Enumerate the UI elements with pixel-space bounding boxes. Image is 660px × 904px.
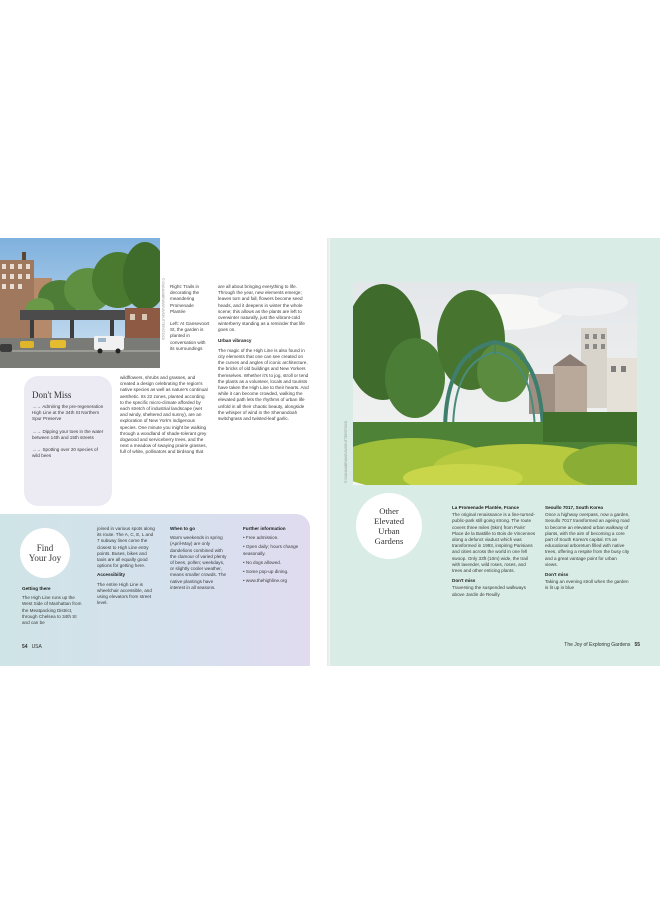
getting-there-section: Getting there The High Line runs up the West Side of Manhattan from the Meatpacking District, through Chelsea to 34th St and can be	[22, 586, 82, 626]
photo-caption	[170, 284, 210, 358]
promenade-plantee-entry: La Promenade Plantée, France The original renaissance is a line-turned-public-park still going strong. The route covers three miles (5km) from Paris' Place de la Bastille to Bois de Vincennes along a defunct viaduct which was transformed in 1993, inspiring Parisians and cities across the world in one fell swoop. Only 33ft (10m) wide, the trail with lavender, wild roses, roses, and trees and other enticing plants. Don't miss Traversing the suspended walkways above Jardin de Reuilly	[452, 505, 536, 597]
find-your-joy-panel	[0, 514, 310, 666]
list-item: →→ Admiring the pre-regeneration High Line at the 34th St Northern Spur Preserve	[32, 404, 104, 422]
list-item: • Some pop-up dining.	[243, 569, 289, 575]
list-item: • Free admission.	[243, 535, 279, 541]
high-line-photo	[0, 238, 160, 368]
seoullo-entry: Seoullo 7017, South Korea Once a highway overpass, now a garden, Seoullo 7017 transformed an ageing road to become an elevated urban walkway of plants, with the aim of becoming a core part of South Korea's capital. It's an educational arboretum filled with native trees, offering a respite from the busy city and a great vantage point for urban views. Don't miss Taking an evening stroll when the garden is lit up in blue	[545, 505, 630, 591]
right-page	[330, 238, 660, 666]
body-column-2: are all about bringing everything to life. Through the year, new elements emerge; leaves turn and fall, flowers become seed heads, and it deepens in winter the whole scene; this allows as the plants are left to overwinter naturally, just the vibrant-cold winterberry standing as a reminder that life goes on. Urban vibrancy The magic of the High Line is also found in city elements that one can see created on the curves and angles of iconic architecture, the bricks of old buildings and New Yorkers themselves. Whether it's to jog, stroll or tend the plants as a volunteer, locals and tourists have taken the High Line to their hearts. And while it can become crowded, walking the elevated path lets the rhythms of urban life unfold in all their chaotic beauty, alongside the whisper of wind in the Shenandoah switchgrass and twisted-leaf garlic.	[218, 284, 309, 422]
entry-heading: Seoullo 7017, South Korea	[545, 505, 603, 510]
arrow-icon: →→	[32, 404, 42, 409]
page-folio-right	[564, 642, 640, 648]
list-item: • No dogs allowed.	[243, 559, 282, 565]
find-your-joy-badge: Find Your Joy	[20, 528, 70, 578]
section-heading: Urban vibrancy	[218, 337, 252, 343]
caption-right: Right: Trails in decorating the meandering Promenade Plantée	[170, 284, 200, 314]
page-number: 55	[634, 642, 640, 648]
folio-label: USA	[31, 644, 42, 650]
left-page	[0, 238, 328, 666]
dont-miss-title: Don't Miss	[32, 390, 72, 400]
body-column-1: wildflowers, shrubs and grasses, and created a design celebrating the region's native species as well as nature's continual aesthetic. Its 22 zones, planted according to the specific micro-climate afforded by each stretch of industrial landscape (wet and windy, sheltered and sunny), are an exploration of New York's indigenous species. One minute you might be walking through a woodland of shade-tolerant grey dogwood and serviceberry trees, and the next a meadow of swaying prairie grasses, full of white, pollinators and birdsong that	[120, 375, 208, 455]
accessibility-section: joined in various spots along its route. The A, C, E, L and 7 subway lines come the closest to High Line entry points. Buses, bikes and taxis are all equally good options for getting here. Accessibility The entire High Line is wheelchair accessible, and using elevators from street level.	[97, 526, 155, 606]
dont-miss-box	[24, 376, 112, 506]
folio-label: The Joy of Exploring Gardens	[564, 642, 631, 648]
entry-heading: La Promenade Plantée, France	[452, 505, 519, 510]
further-info-section: Further information • Free admission. • Open daily; hours change seasonally. • No dogs allowed. • Some pop-up dining. • www.thehighline.org	[243, 526, 301, 587]
arrow-icon: →→	[32, 447, 42, 453]
page-number: 54	[22, 644, 28, 650]
list-item: →→ Spotting over 20 species of wild bees	[32, 447, 98, 459]
list-item: →→ Dipping your toes in the water between 14th and 15th streets	[32, 428, 104, 440]
caption-left: Left: At Gansevoort St, the garden is planted in conversation with its surroundings	[170, 321, 210, 351]
list-item: • Open daily; hours change seasonally.	[243, 544, 299, 556]
list-item: • www.thehighline.org	[243, 578, 287, 584]
photo-credit: © DIANA/ABRAMOVA/SHUTTERSTOCK	[344, 420, 348, 483]
page-folio-left	[22, 644, 42, 650]
arrow-icon: →→	[32, 428, 42, 434]
other-gardens-badge: Other Elevated Urban Gardens	[356, 493, 422, 559]
promenade-plantee-photo	[353, 282, 637, 485]
photo-credit: © DIANA/ABRAMOVA/SHUTTERSTOCK	[161, 278, 165, 341]
when-to-go-section: When to go Warm weekends in spring (April-May) are only dandelions combined with the clamour of varied plenty of bees, pollen; weekdays, or slightly cooler weather, means smaller crowds. The native plantings have interest in all seasons.	[170, 526, 227, 590]
